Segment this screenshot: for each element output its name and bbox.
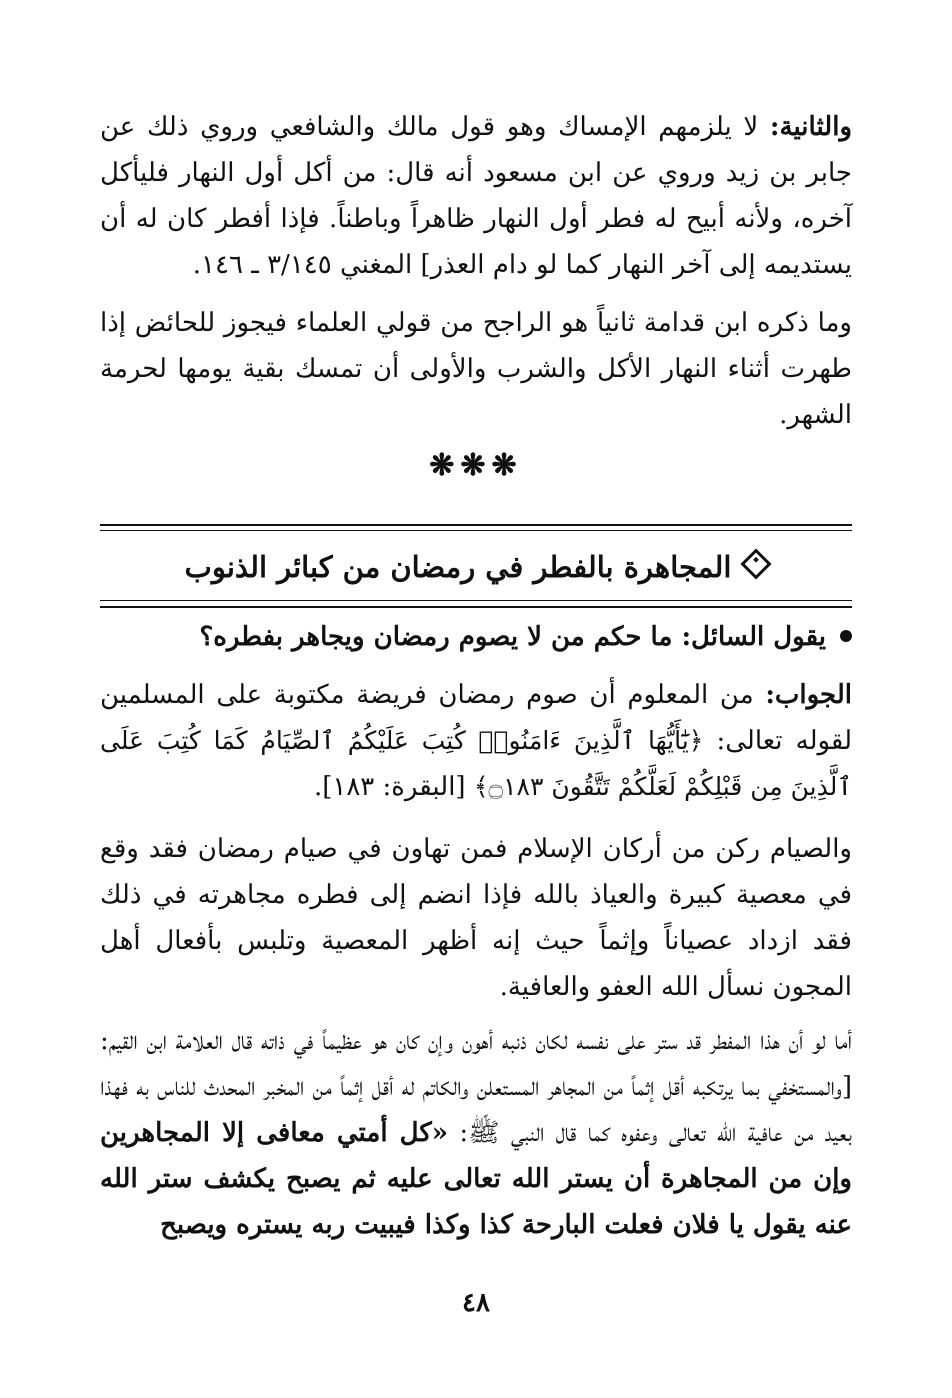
- paragraph-text: لا يلزمهم الإمساك وهو قول مالك والشافعي وروي ذلك عن جابر بن زيد وروي عن ابن مسعود أنه قال: من أكل أول النهار فليأكل آخره، ولأنه أبيح له فطر أول النهار ظاهراً وباطناً. فإذا أفطر كان له أن يستديمه إلى آخر النهار كما لو دام العذر] المغني ٣/١٤٥ ـ ١٤٦.: [100, 112, 852, 280]
- paragraph-text: أما لو أن هذا المفطر قد ستر على نفسه لكان ذنبه أهون وإن كان هو عظيماً في ذاته قال العلامة ابن القيم: [والمستخفي بما يرتكبه أقل إثماً من المجاهر المستعلن والكاتم له أقل إثماً من المخبر المحدث للناس به فهذا بعيد من عافية الله تعالى وعفوه كما قال النبي ﷺ:: [100, 1026, 852, 1148]
- question-text: يقول السائل: ما حكم من لا يصوم رمضان ويجاهر بفطره؟: [199, 622, 826, 652]
- quran-verse: ﴿يَٰٓأَيُّهَا ٱلَّذِينَ ءَامَنُوا۟ كُتِبَ عَلَيْكُمُ ٱلصِّيَامُ كَمَا كُتِبَ عَلَى ٱلَّذِينَ مِن قَبْلِكُمْ لَعَلَّكُمْ تَتَّقُونَ ۝١٨٣﴾: [100, 726, 852, 801]
- heading-rule-bottom: [100, 606, 852, 608]
- verse-reference: [البقرة: ١٨٣].: [313, 772, 474, 802]
- paragraph-concealment: [100, 1018, 852, 1248]
- paragraph-ibn-qudama: [100, 300, 852, 438]
- diamond-icon: [741, 548, 772, 579]
- section-heading-text: المجاهرة بالفطر في رمضان من كبائر الذنوب: [184, 550, 732, 584]
- paragraph-text: وما ذكره ابن قدامة ثانياً هو الراجح من قولي العلماء فيجوز للحائض إذا طهرت أثناء النهار الأكل والشرب والأولى أن تمسك بقية يومها لحرمة الشهر.: [100, 308, 852, 430]
- hadith-text: «كل أمتي معافى إلا المجاهرين وإن من المجاهرة أن يستر الله تعالى عليه ثم يصبح يكشف ستر الله عنه يقول يا فلان فعلت البارحة كذا وكذا فيبيت ربه يستره ويصبح: [100, 1118, 852, 1240]
- page-number: ٤٨: [462, 1288, 490, 1318]
- heading-rule-top: [100, 524, 852, 526]
- paragraph-label: والثانية:: [769, 112, 852, 142]
- section-heading: [100, 540, 852, 594]
- bullet-icon: [840, 630, 852, 642]
- paragraph-text: والصيام ركن من أركان الإسلام فمن تهاون في صيام رمضان فقد وقع في معصية كبيرة والعياذ بالله فإذا انضم إلى فطره مجاهرته في ذلك فقد ازداد عصياناً وإثماً حيث إنه أظهر المعصية وتلبس بأفعال أهل المجون نسأل الله العفو والعافية.: [100, 834, 852, 1002]
- heading-rule-bottom-thin: [100, 600, 852, 601]
- paragraph-pillar: [100, 826, 852, 1010]
- answer-text: من المعلوم أن صوم رمضان فريضة مكتوبة على المسلمين لقوله تعالى:: [100, 680, 853, 756]
- paragraph-second-opinion: [100, 104, 852, 288]
- section-separator: ❋❋❋: [429, 448, 523, 483]
- question: [100, 614, 852, 660]
- answer-label: الجواب:: [765, 680, 852, 710]
- heading-rule-top-thin: [100, 530, 852, 531]
- answer-paragraph: [100, 672, 852, 810]
